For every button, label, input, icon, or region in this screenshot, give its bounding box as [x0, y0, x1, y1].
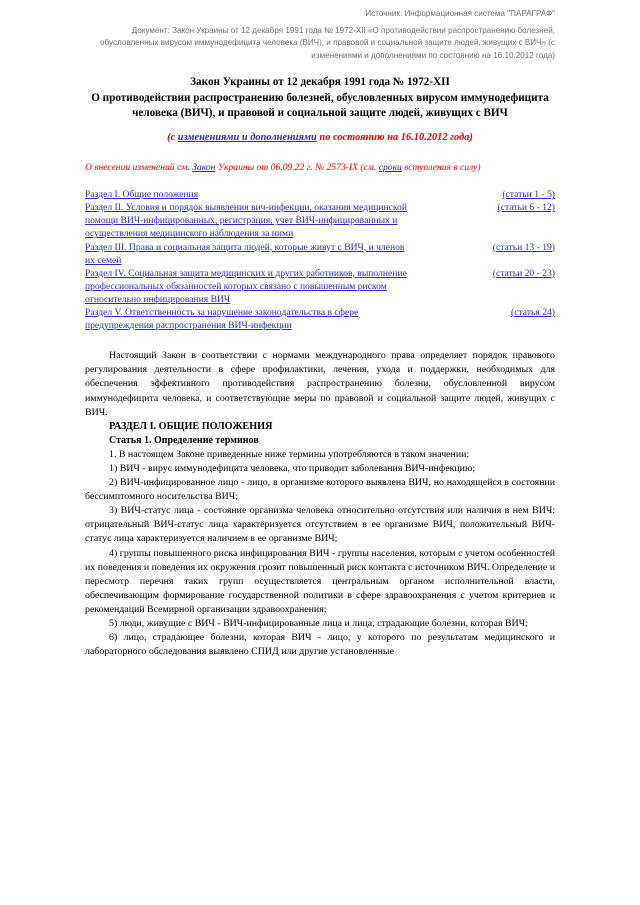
amendment-note-prefix: О внесении изменений см. [85, 161, 193, 173]
source-line: Источник: Информационная система "ПАРАГРАФ" [365, 9, 555, 18]
toc-entry-title[interactable]: Раздел V. Ответственность за нарушение законодательства в сфере предупреждения распространения ВИЧ-инфекции [85, 307, 359, 332]
document-description-line: Документ: Закон Украины от 12 декабря 1991 года № 1972-XII «О противодействии распространению болезней, обусловленных вирусом иммунодефицита человека (ВИЧ), и правовой и социальной защите людей, живущих с ВИЧ» (с изменениями и дополнениями по состоянию на 16.10.2012 года) [100, 25, 555, 60]
toc-entry-title[interactable]: Раздел III. Права и социальная защита людей, которые живут с ВИЧ, и членов их семей [85, 241, 405, 266]
page-title [85, 75, 555, 121]
toc-entry[interactable] [85, 241, 555, 267]
toc-entry-articles[interactable]: (статья 24) [511, 307, 555, 319]
title-line-2: О противодействии распространению болезней, обусловленных вирусом иммунодефицита человека (ВИЧ), и правовой и социальной защите людей, живущих с ВИЧ [91, 91, 549, 120]
amendment-link[interactable]: изменениями и дополнениями [177, 131, 317, 143]
document-header [85, 0, 555, 62]
document-body [85, 349, 555, 659]
toc-entry[interactable] [85, 188, 555, 201]
toc-entry-articles[interactable]: (статьи 6 - 12) [497, 202, 555, 214]
preamble-paragraph: Настоящий Закон в соответствии с нормами международного права определяет порядок правового регулирования деятельности в сфере профилактики, лечения, ухода и поддержки, необходимых для обеспечения эффективного противодействия распространению болезни, обусловленной вирусом иммунодефицита человека, и соответствующие меры по правовой и социальной защите людей, живущих с ВИЧ. [85, 350, 555, 418]
title-amendment-note [85, 131, 555, 145]
section-heading: РАЗДЕЛ I. ОБЩИЕ ПОЛОЖЕНИЯ [109, 420, 273, 432]
body-paragraph: 2) ВИЧ-инфицированное лицо - лицо, в организме которого выявлена ВИЧ, но находящейся в состоянии бессимптомного носительства ВИЧ; [85, 477, 555, 503]
body-paragraph: 1) ВИЧ - вирус иммунодефицита человека, что приводит заболевания ВИЧ-инфекцию; [109, 462, 476, 474]
toc-entry-title[interactable]: Раздел IV. Социальная защита медицинских и других работников, выполнение профессиональных обязанностей которых связано с повышенным риском относительно инфицирования ВИЧ [85, 267, 407, 305]
amendment-note-terms-link[interactable]: сроки [378, 161, 402, 173]
title-line-1: Закон Украины от 12 декабря 1991 года № 1972-XII [190, 76, 450, 89]
toc-entry[interactable] [85, 267, 555, 306]
article-heading: Статья 1. Определение терминов [109, 434, 259, 446]
body-paragraph: 6) лицо, страдающее болезни, которая ВИЧ - лицо, у которого по результатам медицинского и лабораторного обследования выявлено СПИД или другие установленные [85, 632, 555, 658]
amendment-suffix: по состоянию на 16.10.2012 года) [316, 131, 473, 143]
toc-entry[interactable] [85, 306, 555, 332]
body-paragraph: 4) группы повышенного риска инфицирования ВИЧ - группы населения, которым с учетом особенностей их поведения и поведения их окружения грозит повышенный риск контакта с источником ВИЧ. Определение и пересмотр перечня таких групп осуществляется центральным органом исполнительной власти, обеспечивающим формирование государственной политики в сфере здравоохранения с учетом критериев и рекомендаций Всемирной организации здравоохранения; [85, 547, 555, 615]
toc-entry-articles[interactable]: (статьи 1 - 5) [502, 189, 555, 201]
body-paragraph: 3) ВИЧ-статус лица - состояние организма человека относительно отсутствия или наличия в нем ВИЧ: отрицательный ВИЧ-статус лица характеризуется отсутствием в ее организме ВИЧ, положительный ВИЧ-статус лица характеризуется наличием в ее организме ВИЧ; [85, 505, 555, 545]
table-of-contents [85, 188, 555, 332]
amendment-reference-note [85, 161, 555, 175]
toc-entry-articles[interactable]: (статьи 13 - 19) [492, 241, 555, 253]
body-paragraph: 1. В настоящем Законе приведенные ниже термины употребляются в таком значении: [109, 448, 470, 460]
amendment-note-suffix: вступления в силу) [401, 161, 481, 173]
toc-entry[interactable] [85, 201, 555, 240]
amendment-prefix: (с [167, 131, 178, 143]
toc-entry-articles[interactable]: (статьи 20 - 23) [492, 267, 555, 279]
toc-entry-title[interactable]: Раздел I. Общие положения [85, 189, 199, 201]
body-paragraph: 5) люди, живущие с ВИЧ - ВИЧ-инфицированные лица и лица, страдающие болезни, которая ВИЧ; [109, 618, 528, 629]
toc-entry-title[interactable]: Раздел II. Условия и порядок выявления вич-инфекции, оказания медицинской помощи ВИЧ-инфицированных, регистрация, учет ВИЧ-инфицированных и осуществления медицинского наблюдения за ними [85, 202, 407, 240]
amendment-note-middle: Украины от 06.09.22 г. № 2573-IX (см. [215, 161, 379, 173]
amendment-note-law-link[interactable]: Закон [192, 161, 216, 173]
